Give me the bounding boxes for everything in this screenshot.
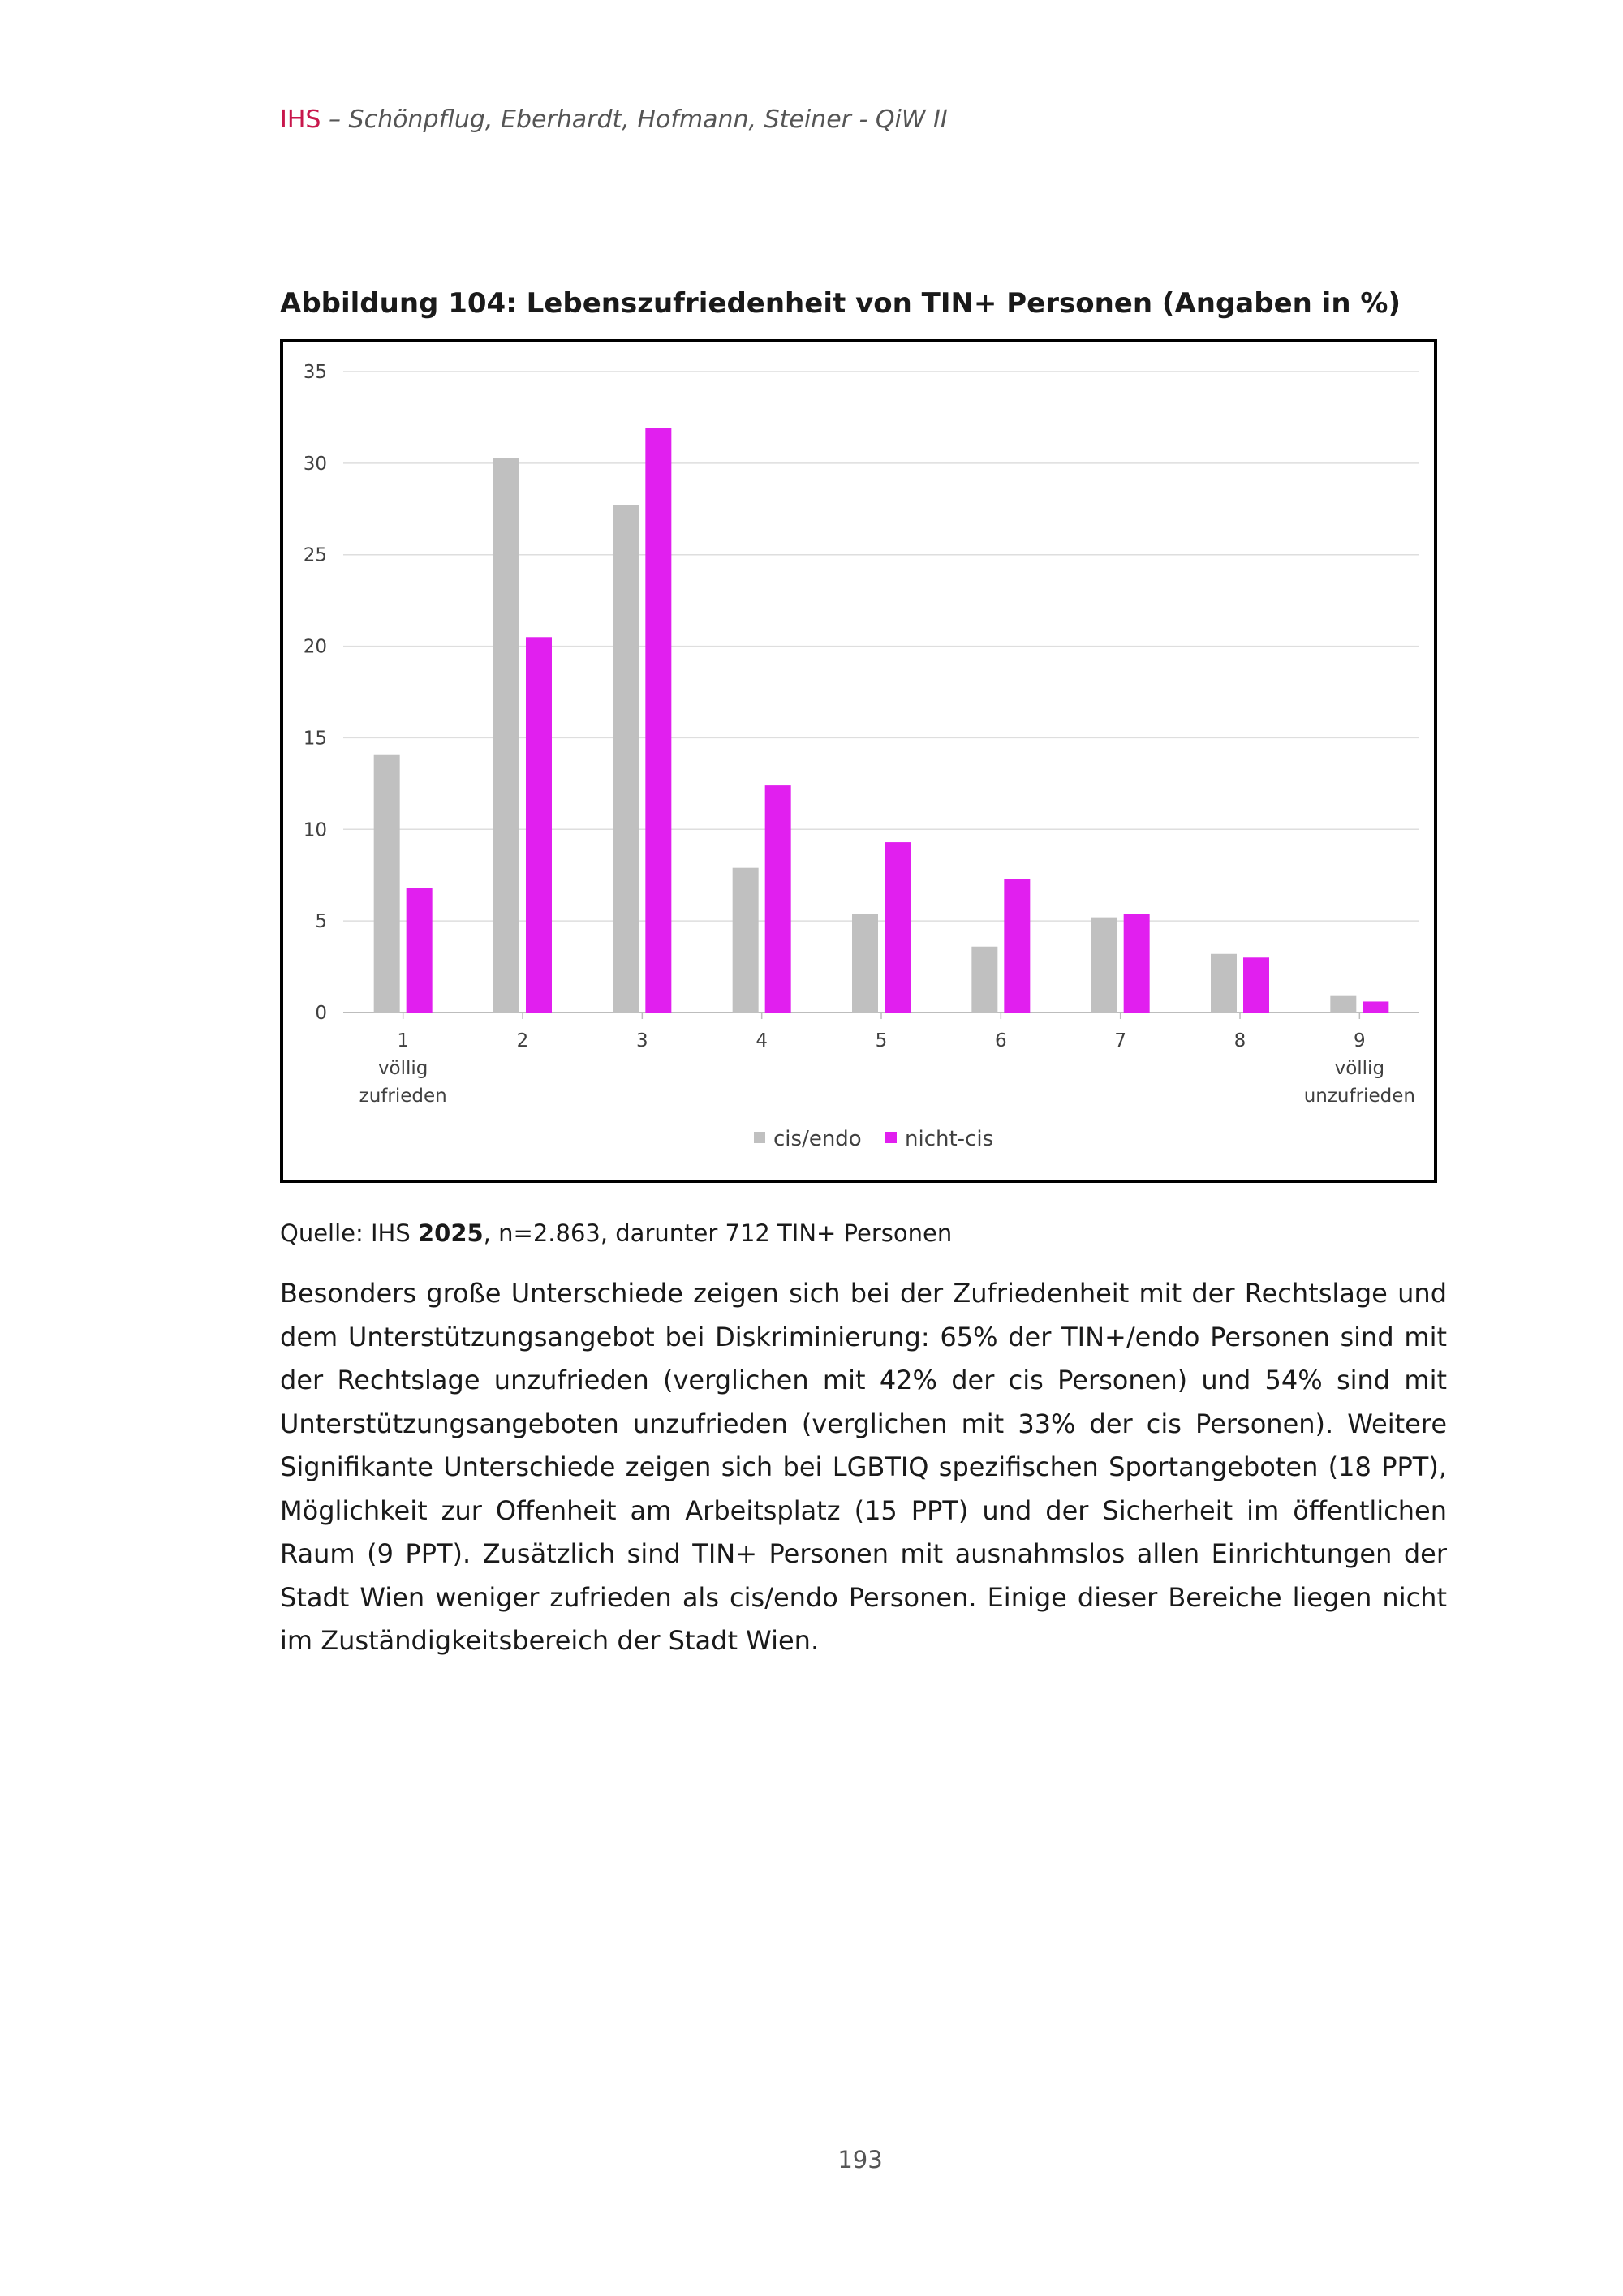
bar-cis-endo xyxy=(1091,918,1117,1013)
bar-cis-endo xyxy=(1330,996,1356,1013)
running-header xyxy=(280,104,948,136)
x-tick-sublabel: zufrieden xyxy=(359,1086,447,1107)
x-tick-label: 6 xyxy=(995,1030,1007,1051)
y-tick-label: 0 xyxy=(315,1003,327,1024)
x-tick-label: 7 xyxy=(1114,1030,1126,1051)
figure-source xyxy=(280,1217,952,1249)
bar-cis-endo xyxy=(1211,954,1237,1013)
bar-nicht-cis xyxy=(1243,957,1269,1013)
x-tick-label: 9 xyxy=(1354,1030,1366,1051)
x-tick-sublabel: unzufrieden xyxy=(1303,1086,1415,1107)
bar-nicht-cis xyxy=(1363,1001,1388,1013)
bar-cis-endo xyxy=(374,755,400,1013)
x-tick-label: 2 xyxy=(516,1030,529,1051)
x-tick-label: 4 xyxy=(756,1030,768,1051)
x-tick-label: 8 xyxy=(1233,1030,1246,1051)
x-tick-label: 5 xyxy=(875,1030,888,1051)
x-tick-label: 3 xyxy=(636,1030,648,1051)
legend-label: cis/endo xyxy=(773,1127,862,1151)
bar-cis-endo xyxy=(852,914,878,1013)
y-tick-label: 10 xyxy=(303,819,327,841)
header-org: IHS xyxy=(280,105,321,134)
page-number: 193 xyxy=(837,2146,883,2173)
bar-nicht-cis xyxy=(765,785,791,1013)
legend-swatch-nicht-cis xyxy=(885,1132,897,1143)
chart-frame xyxy=(280,339,1437,1183)
body-paragraph: Besonders große Unterschiede zeigen sich bei der Zufriedenheit mit der Rechtslage und dem Unterstützungsangebot bei Diskriminierung: 65% der TIN+/endo Personen sind mit der Rechtslage unzufrieden (verglichen mit 42% der cis Personen) und 54% sind mit Unterstützungsangeboten unzufrieden (verglichen mit 33% der cis Personen). Weitere Signifikante Unterschiede zeigen sich bei LGBTIQ spezifischen Sportangeboten (18 PPT), Möglichkeit zur Offenheit am Arbeitsplatz (15 PPT) und der Sicherheit im öffentlichen Raum (9 PPT). Zusätzlich sind TIN+ Personen mit ausnahmslos allen Einrichtungen der Stadt Wien weniger zufrieden als cis/endo Personen. Einige dieser Bereiche liegen nicht im Zuständigkeitsbereich der Stadt Wien. xyxy=(280,1278,1447,1656)
figure-caption: Abbildung 104: Lebenszufriedenheit von TIN+ Personen (Angaben in %) xyxy=(280,287,1401,320)
bar-cis-endo xyxy=(733,868,759,1013)
y-tick-label: 25 xyxy=(303,544,327,566)
bar-nicht-cis xyxy=(1004,879,1030,1013)
y-tick-label: 35 xyxy=(303,362,327,383)
bar-cis-endo xyxy=(493,458,519,1013)
legend-label: nicht-cis xyxy=(905,1127,994,1151)
bar-nicht-cis xyxy=(885,842,911,1013)
x-tick-label: 1 xyxy=(397,1030,409,1051)
y-tick-label: 15 xyxy=(303,728,327,750)
bar-chart xyxy=(283,342,1434,1180)
y-tick-label: 5 xyxy=(315,911,327,933)
y-tick-label: 30 xyxy=(303,453,327,475)
source-suffix: , n=2.863, darunter 712 TIN+ Personen xyxy=(483,1219,953,1247)
bar-cis-endo xyxy=(613,505,639,1013)
header-authors: – Schönpflug, Eberhardt, Hofmann, Steiner - QiW II xyxy=(321,105,948,134)
bar-cis-endo xyxy=(971,947,997,1013)
bar-nicht-cis xyxy=(645,428,671,1013)
bar-nicht-cis xyxy=(526,637,552,1013)
y-tick-label: 20 xyxy=(303,636,327,658)
legend-swatch-cis-endo xyxy=(754,1132,765,1143)
bar-nicht-cis xyxy=(1124,914,1150,1013)
source-prefix: Quelle: IHS xyxy=(280,1219,418,1247)
bar-nicht-cis xyxy=(407,888,433,1013)
x-tick-sublabel: völlig xyxy=(1334,1058,1385,1079)
x-tick-sublabel: völlig xyxy=(377,1058,428,1079)
source-year: 2025 xyxy=(417,1219,484,1247)
